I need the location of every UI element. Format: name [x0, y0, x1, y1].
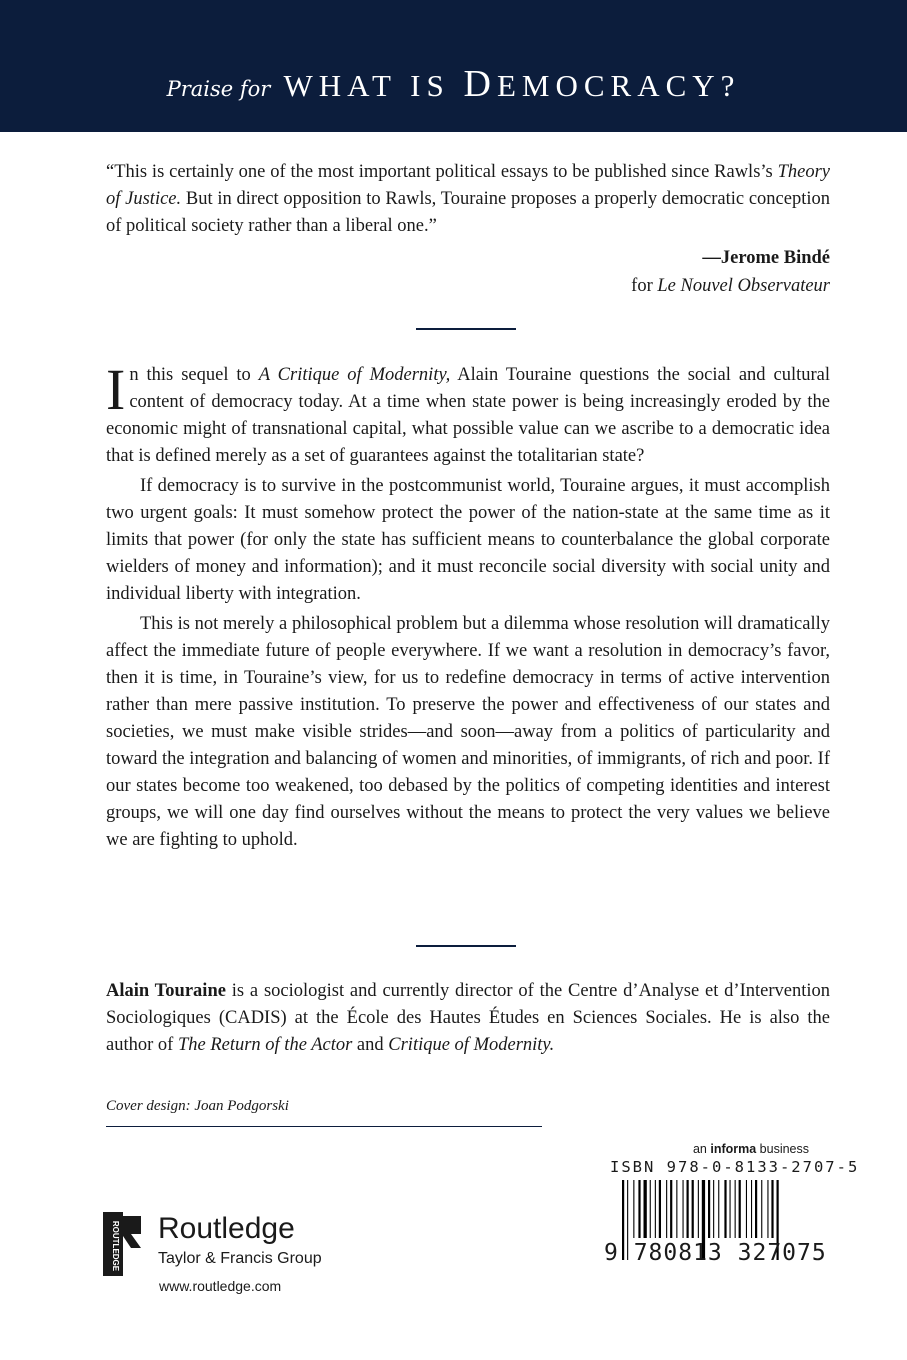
- barcode-bar: [659, 1180, 661, 1238]
- barcode-bar: [735, 1180, 736, 1238]
- barcode-bar: [650, 1180, 651, 1238]
- barcode-bar: [708, 1180, 710, 1238]
- barcode-bar: [746, 1180, 747, 1238]
- barcode-bar: [683, 1180, 684, 1238]
- logo-text: ROUTLEDGE: [111, 1220, 120, 1272]
- barcode-bar: [724, 1180, 726, 1238]
- barcode-bar: [692, 1180, 694, 1238]
- barcode-bar: [633, 1180, 634, 1238]
- praise-label: Praise for: [166, 77, 271, 101]
- barcode-bar: [713, 1180, 714, 1238]
- isbn-label: ISBN 978-0-8133-2707-5: [610, 1158, 860, 1176]
- description: [106, 357, 830, 857]
- quote-attribution: [631, 244, 830, 300]
- quote-author: —Jerome Bindé: [702, 248, 830, 268]
- barcode-bar: [638, 1180, 640, 1238]
- title-banner: [0, 0, 907, 132]
- barcode-bar: [730, 1180, 731, 1238]
- informa-tagline: an informa business: [692, 1142, 809, 1156]
- barcode-bar: [687, 1180, 689, 1238]
- barcode-bar: [755, 1180, 757, 1238]
- barcode-bar: [751, 1180, 752, 1238]
- barcode-bar: [739, 1180, 741, 1238]
- barcode-bar: [676, 1180, 677, 1238]
- barcode-bar: [698, 1180, 699, 1238]
- barcode-digits: 9 780813 327075: [604, 1240, 827, 1266]
- credit-rule: [106, 1126, 542, 1127]
- cover-credit: Cover design: Joan Podgorski: [106, 1098, 289, 1114]
- publisher-name: Routledge: [158, 1212, 295, 1245]
- book-title: WHAT IS DEMOCRACY?: [283, 63, 741, 105]
- review-quote: “This is certainly one of the most important political essays to be published since Rawls’s Theory of Justice. But in direct opposition to Rawls, Touraine proposes a properly democratic conception of political society rather than a liberal one.”: [106, 162, 830, 236]
- paragraph: If democracy is to survive in the postcommunist world, Touraine argues, it must accomplish two urgent goals: It must somehow protect the power of the nation-state at the same time as it limits that power (for only the state has sufficient means to counterbalance the global corporate wielders of money and information); and it must reconcile social diversity with social unity and individual liberty with integration.: [106, 476, 830, 604]
- barcode-bar: [670, 1180, 672, 1238]
- paragraph: In this sequel to A Critique of Modernity, Alain Touraine questions the social and cultural content of democracy today. At a time when state power is being increasingly eroded by the economic might of transnational capital, what possible value can we ascribe to a democratic idea that is defined merely as a set of guarantees against the totalitarian state?: [106, 357, 830, 466]
- barcode-bar: [718, 1180, 719, 1238]
- divider-rule: [416, 945, 516, 947]
- publisher-group: Taylor & Francis Group: [158, 1250, 322, 1267]
- barcode-bar: [761, 1180, 762, 1238]
- barcode-bar: [655, 1180, 656, 1238]
- routledge-logo-icon: [103, 1212, 143, 1276]
- barcode-bar: [771, 1180, 773, 1238]
- divider-rule: [416, 328, 516, 330]
- quote-source: for Le Nouvel Observateur: [631, 276, 830, 296]
- author-bio: Alain Touraine is a sociologist and currently director of the Centre d’Analyse et d’Intervention Sociologiques (CADIS) at the École des Hautes Études en Sciences Sociales. He is also the author of The Return of the Actor and Critique of Modernity.: [106, 981, 830, 1055]
- barcode-bar: [666, 1180, 667, 1238]
- banner-heading: [0, 62, 907, 106]
- barcode-bar: [767, 1180, 768, 1238]
- barcode-bar: [644, 1180, 647, 1238]
- publisher-url: www.routledge.com: [159, 1278, 282, 1294]
- paragraph: This is not merely a philosophical problem but a dilemma whose resolution will dramatically affect the immediate future of people everywhere. If we want a resolution in democracy’s favor, then it is time, in Touraine’s view, for us to redefine democracy in terms of active intervention rather than mere passive institution. To preserve the power and effectiveness of our states and societies, we must make visible strides—and soon—away from a politics of particularity and toward the integration and balancing of women and minorities, of immigrants, of rich and poor. If our states become too weakened, too debased by the politics of competing identities and interest groups, we will one day find ourselves without the means to protect the very values we believe we are fighting to uphold.: [106, 614, 830, 850]
- drop-cap: I: [106, 357, 126, 422]
